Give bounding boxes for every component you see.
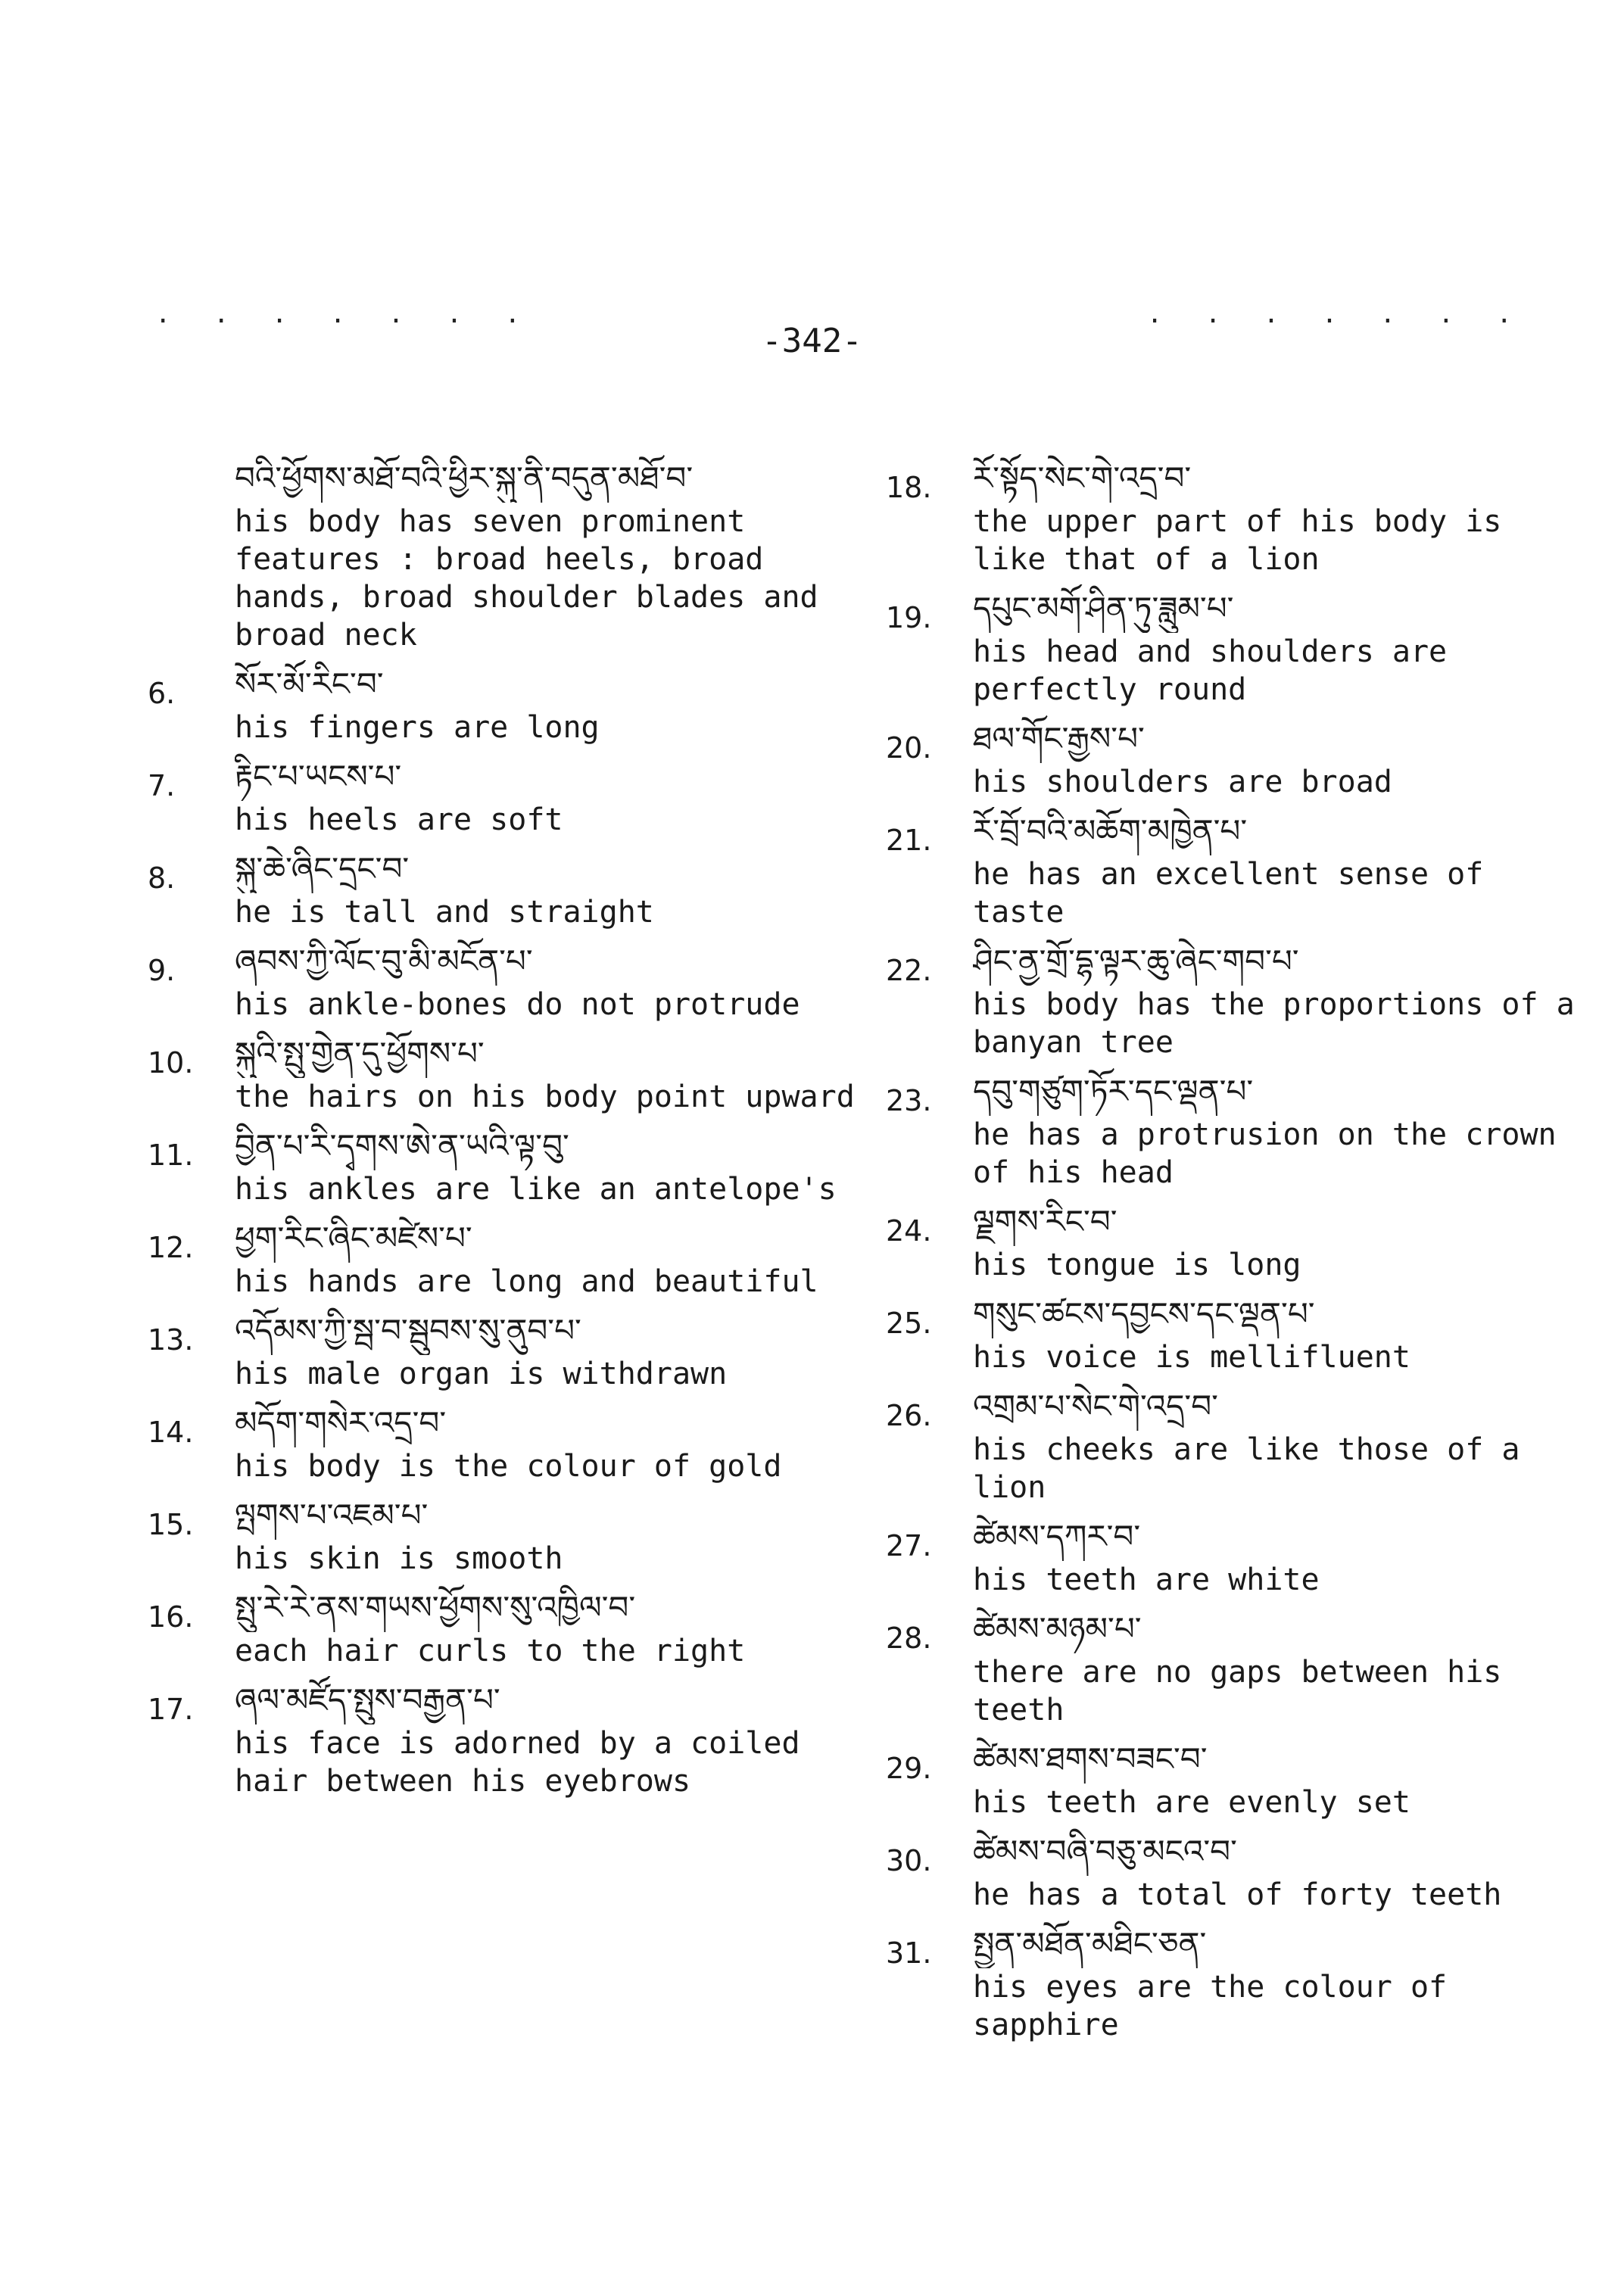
tibetan-text: སྤུ་རེ་རེ་ནས་གཡས་ཕྱོགས་སུ་འཁྱིལ་བ་ xyxy=(235,1589,636,1626)
entry-number: 12. xyxy=(148,1231,194,1264)
page-number: -342- xyxy=(762,322,862,360)
list-item xyxy=(886,1382,1590,1506)
english-translation: his heels are soft xyxy=(235,802,563,837)
entry-number: 15. xyxy=(148,1508,194,1541)
entry-number: 27. xyxy=(886,1529,932,1562)
english-translation: his skin is smooth xyxy=(235,1541,563,1576)
tibetan-text: སྤྱན་མཐོན་མཐིང་ཅན་ xyxy=(973,1925,1207,1962)
english-translation: his male organ is withdrawn xyxy=(235,1357,728,1391)
entry-number: 19. xyxy=(886,601,932,634)
entry-number: 25. xyxy=(886,1307,932,1340)
list-item xyxy=(886,1513,1590,1599)
english-translation: the hairs on his body point upward xyxy=(235,1080,855,1114)
tibetan-text: མདོག་གསེར་འདྲ་བ་ xyxy=(235,1404,447,1441)
tibetan-text: གསུང་ཚངས་དབྱངས་དང་ལྡན་པ་ xyxy=(973,1295,1315,1332)
entry-number: 26. xyxy=(886,1399,932,1432)
left-column xyxy=(148,454,859,1806)
tibetan-text: བྱིན་པ་རི་དྭགས་ཨེ་ན་ཡའི་ལྟ་བུ་ xyxy=(235,1127,569,1164)
english-translation: his teeth are evenly set xyxy=(973,1785,1410,1820)
english-translation: his head and shoulders are perfectly round xyxy=(973,634,1466,707)
entry-number: 14. xyxy=(148,1416,194,1449)
entry-number: 18. xyxy=(886,471,932,504)
tibetan-text: ཚེམས་བཞི་བཅུ་མངའ་བ་ xyxy=(973,1833,1237,1870)
tibetan-text: ཚེམས་ཐགས་བཟང་བ་ xyxy=(973,1740,1208,1777)
list-item xyxy=(886,937,1593,1061)
english-translation: his teeth are white xyxy=(973,1562,1320,1597)
header-left-marks: . . . . . . . xyxy=(155,299,535,329)
tibetan-text: ཚེམས་དཀར་བ་ xyxy=(973,1518,1141,1555)
entry-number: 31. xyxy=(886,1936,932,1970)
entry-number: 16. xyxy=(148,1600,194,1634)
english-translation: his fingers are long xyxy=(235,710,600,745)
list-item xyxy=(148,660,859,746)
tibetan-text: ཞལ་མཛོད་སྤུས་བརྒྱན་པ་ xyxy=(235,1681,500,1718)
tibetan-text: ལྗགས་རིང་བ་ xyxy=(973,1203,1117,1240)
entry-number: 24. xyxy=(886,1214,932,1248)
english-translation: his body has seven prominent features : broad heels, broad hands, broad shoulder blades and broad neck xyxy=(235,504,837,653)
list-item xyxy=(148,937,859,1023)
tibetan-text: རོ་སྟོད་སེང་གེ་འདྲ་བ་ xyxy=(973,460,1192,497)
english-translation: his shoulders are broad xyxy=(973,765,1392,799)
tibetan-text: བའི་ཕྱོགས་མཐོ་བའི་ཕྱིར་སྐུ་ནི་བདུན་མཐོ་བ་ xyxy=(235,460,694,497)
entry-number: 28. xyxy=(886,1622,932,1655)
entry-number: 23. xyxy=(886,1084,932,1117)
list-item xyxy=(886,1735,1590,1821)
list-item xyxy=(148,454,859,654)
list-item xyxy=(886,715,1590,801)
english-translation: his body has the proportions of a banyan tree xyxy=(973,987,1593,1060)
tibetan-text: སོར་མོ་རིང་བ་ xyxy=(235,665,384,703)
list-item xyxy=(148,1307,859,1393)
english-translation: his face is adorned by a coiled hair between his eyebrows xyxy=(235,1726,818,1799)
tibetan-text: སྐུ་ཆེ་ཞིང་དྲང་བ་ xyxy=(235,850,410,887)
entry-number: 9. xyxy=(148,954,176,987)
entry-number: 22. xyxy=(886,954,932,987)
tibetan-text: རོ་བྲོ་བའི་མཆོག་མཁྱེན་པ་ xyxy=(973,812,1248,849)
list-item xyxy=(886,1067,1590,1192)
english-translation: he has an excellent sense of taste xyxy=(973,857,1502,930)
entry-number: 7. xyxy=(148,769,176,802)
list-item xyxy=(148,1584,859,1670)
tibetan-text: སྐུའི་སྤུ་གྱེན་དུ་ཕྱོགས་པ་ xyxy=(235,1035,485,1072)
tibetan-text: ཚེམས་མཉམ་པ་ xyxy=(973,1610,1142,1647)
entry-number: 30. xyxy=(886,1844,932,1877)
english-translation: he is tall and straight xyxy=(235,895,654,930)
list-item xyxy=(886,454,1590,578)
list-item xyxy=(148,1122,859,1208)
list-item xyxy=(886,807,1590,931)
list-item xyxy=(148,752,859,839)
list-item xyxy=(886,1920,1590,2044)
english-translation: there are no gaps between his teeth xyxy=(973,1655,1520,1728)
tibetan-text: དབུ་གཙུག་ཏོར་དང་ལྡན་པ་ xyxy=(973,1073,1254,1110)
entry-number: 11. xyxy=(148,1139,194,1172)
english-translation: his ankle-bones do not protrude xyxy=(235,987,800,1022)
english-translation: his hands are long and beautiful xyxy=(235,1264,818,1299)
english-translation: he has a total of forty teeth xyxy=(973,1877,1502,1912)
list-item xyxy=(148,1676,859,1800)
english-translation: each hair curls to the right xyxy=(235,1634,746,1668)
entry-number: 20. xyxy=(886,731,932,765)
entry-number: 8. xyxy=(148,861,176,895)
english-translation: his eyes are the colour of sapphire xyxy=(973,1970,1466,2042)
list-item xyxy=(148,1030,859,1116)
header-right-marks: . . . . . . . xyxy=(1146,299,1526,329)
entry-number: 13. xyxy=(148,1323,194,1357)
tibetan-text: འདོམས་ཀྱི་སྦ་བ་སྦུབས་སུ་ནུབ་པ་ xyxy=(235,1312,581,1349)
list-item xyxy=(886,1198,1590,1284)
list-item xyxy=(886,1827,1590,1914)
right-column xyxy=(886,454,1593,2050)
list-item xyxy=(148,845,859,931)
english-translation: his voice is mellifluent xyxy=(973,1340,1410,1375)
tibetan-text: ཐལ་གོང་རྒྱས་པ་ xyxy=(973,720,1145,757)
english-translation: his tongue is long xyxy=(973,1248,1301,1282)
tibetan-text: རྟིང་པ་ཡངས་པ་ xyxy=(235,758,402,795)
tibetan-text: ཤིང་ནྱ་གྲོ་དྷ་ལྟར་ཆུ་ཞེང་གབ་པ་ xyxy=(973,942,1299,980)
english-translation: his body is the colour of gold xyxy=(235,1449,782,1484)
english-translation: his ankles are like an antelope's xyxy=(235,1172,837,1207)
english-translation: he has a protrusion on the crown of his head xyxy=(973,1117,1575,1190)
entry-number: 21. xyxy=(886,824,932,857)
tibetan-text: འགྲམ་པ་སེང་གེ་འདྲ་བ་ xyxy=(973,1388,1218,1425)
list-item xyxy=(886,584,1590,709)
list-item xyxy=(886,1605,1590,1729)
entry-number: 29. xyxy=(886,1752,932,1785)
entry-number: 17. xyxy=(148,1693,194,1726)
english-translation: the upper part of his body is like that of a lion xyxy=(973,504,1520,577)
list-item xyxy=(148,1491,859,1578)
list-item xyxy=(886,1290,1590,1376)
entry-number: 6. xyxy=(148,677,176,710)
tibetan-text: ཞབས་ཀྱི་ལོང་བུ་མི་མངོན་པ་ xyxy=(235,942,533,980)
list-item xyxy=(148,1399,859,1485)
tibetan-text: ལྤགས་པ་འཇམ་པ་ xyxy=(235,1497,429,1534)
list-item xyxy=(148,1214,859,1301)
tibetan-text: དཔུང་མགོ་ཤིན་ཏུ་ཟླུམ་པ་ xyxy=(973,590,1234,627)
tibetan-text: ཕྱག་རིང་ཞིང་མཛེས་པ་ xyxy=(235,1220,472,1257)
english-translation: his cheeks are like those of a lion xyxy=(973,1432,1538,1505)
entry-number: 10. xyxy=(148,1046,194,1080)
